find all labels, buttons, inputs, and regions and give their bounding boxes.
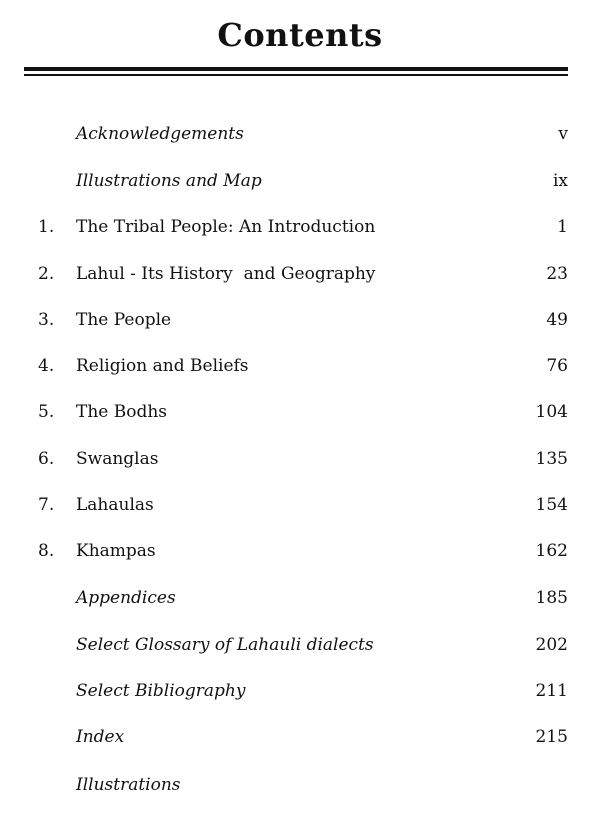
- toc-entry-number: 1.: [38, 217, 55, 237]
- toc-entry-label: Select Glossary of Lahauli dialects: [76, 635, 374, 655]
- toc-entry-page: 1: [557, 217, 568, 237]
- toc-entry-number: 3.: [38, 310, 55, 330]
- page-title: Contents: [217, 16, 383, 54]
- toc-entry-label: Select Bibliography: [76, 681, 246, 701]
- toc-entry-label: Khampas: [76, 541, 156, 561]
- toc-entry-label: Illustrations: [76, 775, 181, 795]
- toc-entry-label: Religion and Beliefs: [76, 356, 249, 376]
- toc-entry-label: The People: [76, 310, 172, 330]
- toc-entry-appendices[interactable]: [0, 585, 600, 611]
- toc-entry-page: 185: [535, 588, 568, 608]
- toc-entry-chapter-1[interactable]: [0, 214, 600, 240]
- toc-entry-page: 49: [546, 310, 568, 330]
- toc-entry-bibliography[interactable]: [0, 678, 600, 704]
- toc-entry-label: Lahul - Its History and Geography: [76, 264, 376, 284]
- toc-entry-label: Illustrations and Map: [76, 171, 262, 191]
- toc-entry-chapter-7[interactable]: [0, 492, 600, 518]
- toc-entry-number: 4.: [38, 356, 55, 376]
- toc-entry-label: Lahaulas: [76, 495, 154, 515]
- toc-entry-page: 162: [535, 541, 568, 561]
- toc-entry-chapter-3[interactable]: [0, 307, 600, 333]
- toc-entry-label: Swanglas: [76, 449, 159, 469]
- toc-entry-page: 215: [535, 727, 568, 747]
- toc-entry-page: 154: [535, 495, 568, 515]
- toc-entry-number: 2.: [38, 264, 55, 284]
- toc-entry-number: 6.: [38, 449, 55, 469]
- toc-entry-number: 8.: [38, 541, 55, 561]
- toc-entry-index[interactable]: [0, 724, 600, 750]
- toc-entry-chapter-8[interactable]: [0, 538, 600, 564]
- toc-entry-label: The Tribal People: An Introduction: [76, 217, 376, 237]
- toc-entry-page: 104: [535, 402, 568, 422]
- toc-entry-page: 76: [546, 356, 568, 376]
- toc-entry-label: Acknowledgements: [76, 124, 244, 144]
- toc-entry-acknowledgements[interactable]: [0, 121, 600, 147]
- title-divider-thick: [24, 67, 568, 71]
- toc-entry-number: 5.: [38, 402, 55, 422]
- toc-entry-chapter-6[interactable]: [0, 446, 600, 472]
- toc-entry-label: Appendices: [76, 588, 176, 608]
- toc-entry-label: The Bodhs: [76, 402, 168, 422]
- toc-entry-page: 23: [546, 264, 568, 284]
- toc-entry-page: 202: [535, 635, 568, 655]
- toc-entry-page: 211: [535, 681, 568, 701]
- toc-entry-page: v: [558, 124, 568, 144]
- toc-entry-chapter-5[interactable]: [0, 399, 600, 425]
- toc-entry-illustrations[interactable]: [0, 772, 600, 798]
- toc-entry-illustrations-and-map[interactable]: [0, 168, 600, 194]
- toc-entry-chapter-2[interactable]: [0, 261, 600, 287]
- title-divider-thin: [24, 74, 568, 76]
- toc-entry-label: Index: [76, 727, 125, 747]
- toc-entry-page: 135: [535, 449, 568, 469]
- toc-entry-page: ix: [552, 171, 568, 191]
- toc-entry-chapter-4[interactable]: [0, 353, 600, 379]
- toc-entry-glossary[interactable]: [0, 632, 600, 658]
- toc-entry-number: 7.: [38, 495, 55, 515]
